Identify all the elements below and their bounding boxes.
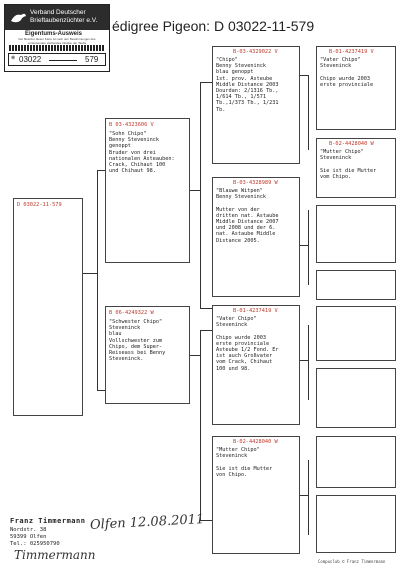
maternal-grandfather-ring: B-01-4237419 V: [233, 308, 278, 314]
empty-ancestor-box: [316, 270, 396, 300]
connector: [300, 245, 308, 246]
mother-details: "Schwester Chipo" Steveninck blau Vollschwester zum Chipo, dem Super- Reiseass bei Benny Steveninck.: [109, 319, 166, 363]
badge-fine-print: Der Besitzer dieser Karte ist nach den Bestimmungen des vorstehenden Verbandes Inhaber der Taube: [18, 37, 96, 45]
badge-title: Eigentums-Ausweis: [25, 31, 83, 37]
connector: [97, 170, 105, 171]
breeder-name: Franz Timmermann: [10, 517, 86, 525]
connector: [308, 210, 309, 285]
pattern-strip: [9, 45, 105, 51]
connector: [190, 190, 200, 191]
association-banner: [5, 5, 109, 30]
connector: [308, 75, 309, 150]
paternal-grandmother-box: [212, 177, 300, 297]
empty-ancestor-box: [316, 368, 396, 428]
paternal-grandmother-ring: B-03-4328989 W: [233, 180, 278, 186]
ring-icon: ⊗: [11, 55, 16, 61]
connector: [200, 330, 212, 331]
father-details: "Sohn Chipo" Benny Steveninck genoppt Bruder von drei nationalen Asteauben: Crack, Chihaut 100 und Chihaut 98.: [109, 131, 175, 175]
pigeon-logo-icon: [9, 9, 27, 26]
connector: [97, 170, 98, 390]
breeder-city: 59399 Olfen: [10, 534, 47, 540]
empty-ancestor-box: [316, 436, 396, 488]
connector: [308, 325, 309, 400]
association-name-2: Brieftaubenzüchter e.V.: [30, 17, 98, 24]
connector: [200, 330, 201, 520]
great-grandmother-ring: B-02-4428040 W: [329, 141, 374, 147]
ring-suffix: 579: [85, 55, 99, 64]
paternal-grandfather-details: "Chipo" Benny Steveninck blau genoppt 1st. prov. Asteube Middle Distance 2003 Dourdan: 2/1316 Tb., 1/614 Tb., 1/571 Tb.,1/373 Tb., 1/231 Tb.: [216, 57, 279, 113]
connector: [200, 308, 212, 309]
connector: [190, 355, 200, 356]
main-bird-ring: D 03022-11-579: [17, 202, 62, 208]
maternal-grandfather-box: [212, 305, 300, 425]
mother-box: [105, 306, 190, 404]
great-grandmother-details: "Mutter Chipo" Steveninck Sie ist die Mutter vom Chipo.: [320, 149, 377, 180]
paternal-grandmother-details: "Blauwe Witpen" Benny Steveninck Mutter von der dritten nat. Astaube Middle Distance 2007 und 2008 und der 6. nat. Astaube Middle Distance 2005.: [216, 188, 279, 244]
empty-ancestor-box: [316, 205, 396, 263]
maternal-grandmother-box: [212, 436, 300, 554]
connector: [83, 273, 97, 274]
main-bird-box: [13, 198, 83, 416]
connector: [300, 495, 308, 496]
signature: Timmermann: [14, 548, 96, 562]
maternal-grandfather-details: "Vater Chipo" Steveninck Chipo wurde 2003 erste provinciale Asteube 1/2 Fond. Er ist auch Großvater vom Crack, Chihaut 100 und 98.: [216, 316, 279, 372]
connector: [97, 390, 105, 391]
paternal-grandfather-ring: B-03-4329022 V: [233, 49, 278, 55]
maternal-grandmother-ring: B-02-4428040 W: [233, 439, 278, 445]
great-grandmother-box: [316, 138, 396, 198]
empty-ancestor-box: [316, 306, 396, 361]
ownership-card: [4, 4, 110, 72]
great-grandfather-box: [316, 46, 396, 130]
connector: [300, 360, 308, 361]
great-grandfather-ring: B-01-4237419 V: [329, 49, 374, 55]
breeder-street: Nordstr. 38: [10, 527, 47, 533]
maternal-grandmother-details: "Mutter Chipo" Steveninck Sie ist die Mutter von Chipo.: [216, 447, 273, 478]
handwritten-date: Olfen 12.08.2011: [89, 512, 205, 533]
page-title: édigree Pigeon: D 03022-11-579: [112, 18, 315, 34]
ring-separator: [49, 60, 77, 61]
footer-credit: Compuclub © Franz Timmermann: [318, 559, 386, 564]
great-grandfather-details: "Vater Chipo" Steveninck Chipo wurde 2003 erste provinciale: [320, 57, 374, 88]
mother-ring: B 06-4249322 W: [109, 310, 154, 316]
paternal-grandfather-box: [212, 46, 300, 164]
empty-ancestor-box: [316, 495, 396, 553]
association-name-1: Verband Deutscher: [30, 9, 86, 16]
connector: [308, 460, 309, 535]
father-ring: B 03-4323606 V: [109, 122, 154, 128]
breeder-phone: Tel.: 025950790: [10, 541, 60, 547]
connector: [300, 75, 308, 76]
ring-prefix: 03022: [19, 55, 42, 64]
ring-number-field: [8, 53, 106, 66]
father-box: [105, 118, 190, 263]
connector: [200, 82, 212, 83]
connector: [200, 82, 201, 308]
